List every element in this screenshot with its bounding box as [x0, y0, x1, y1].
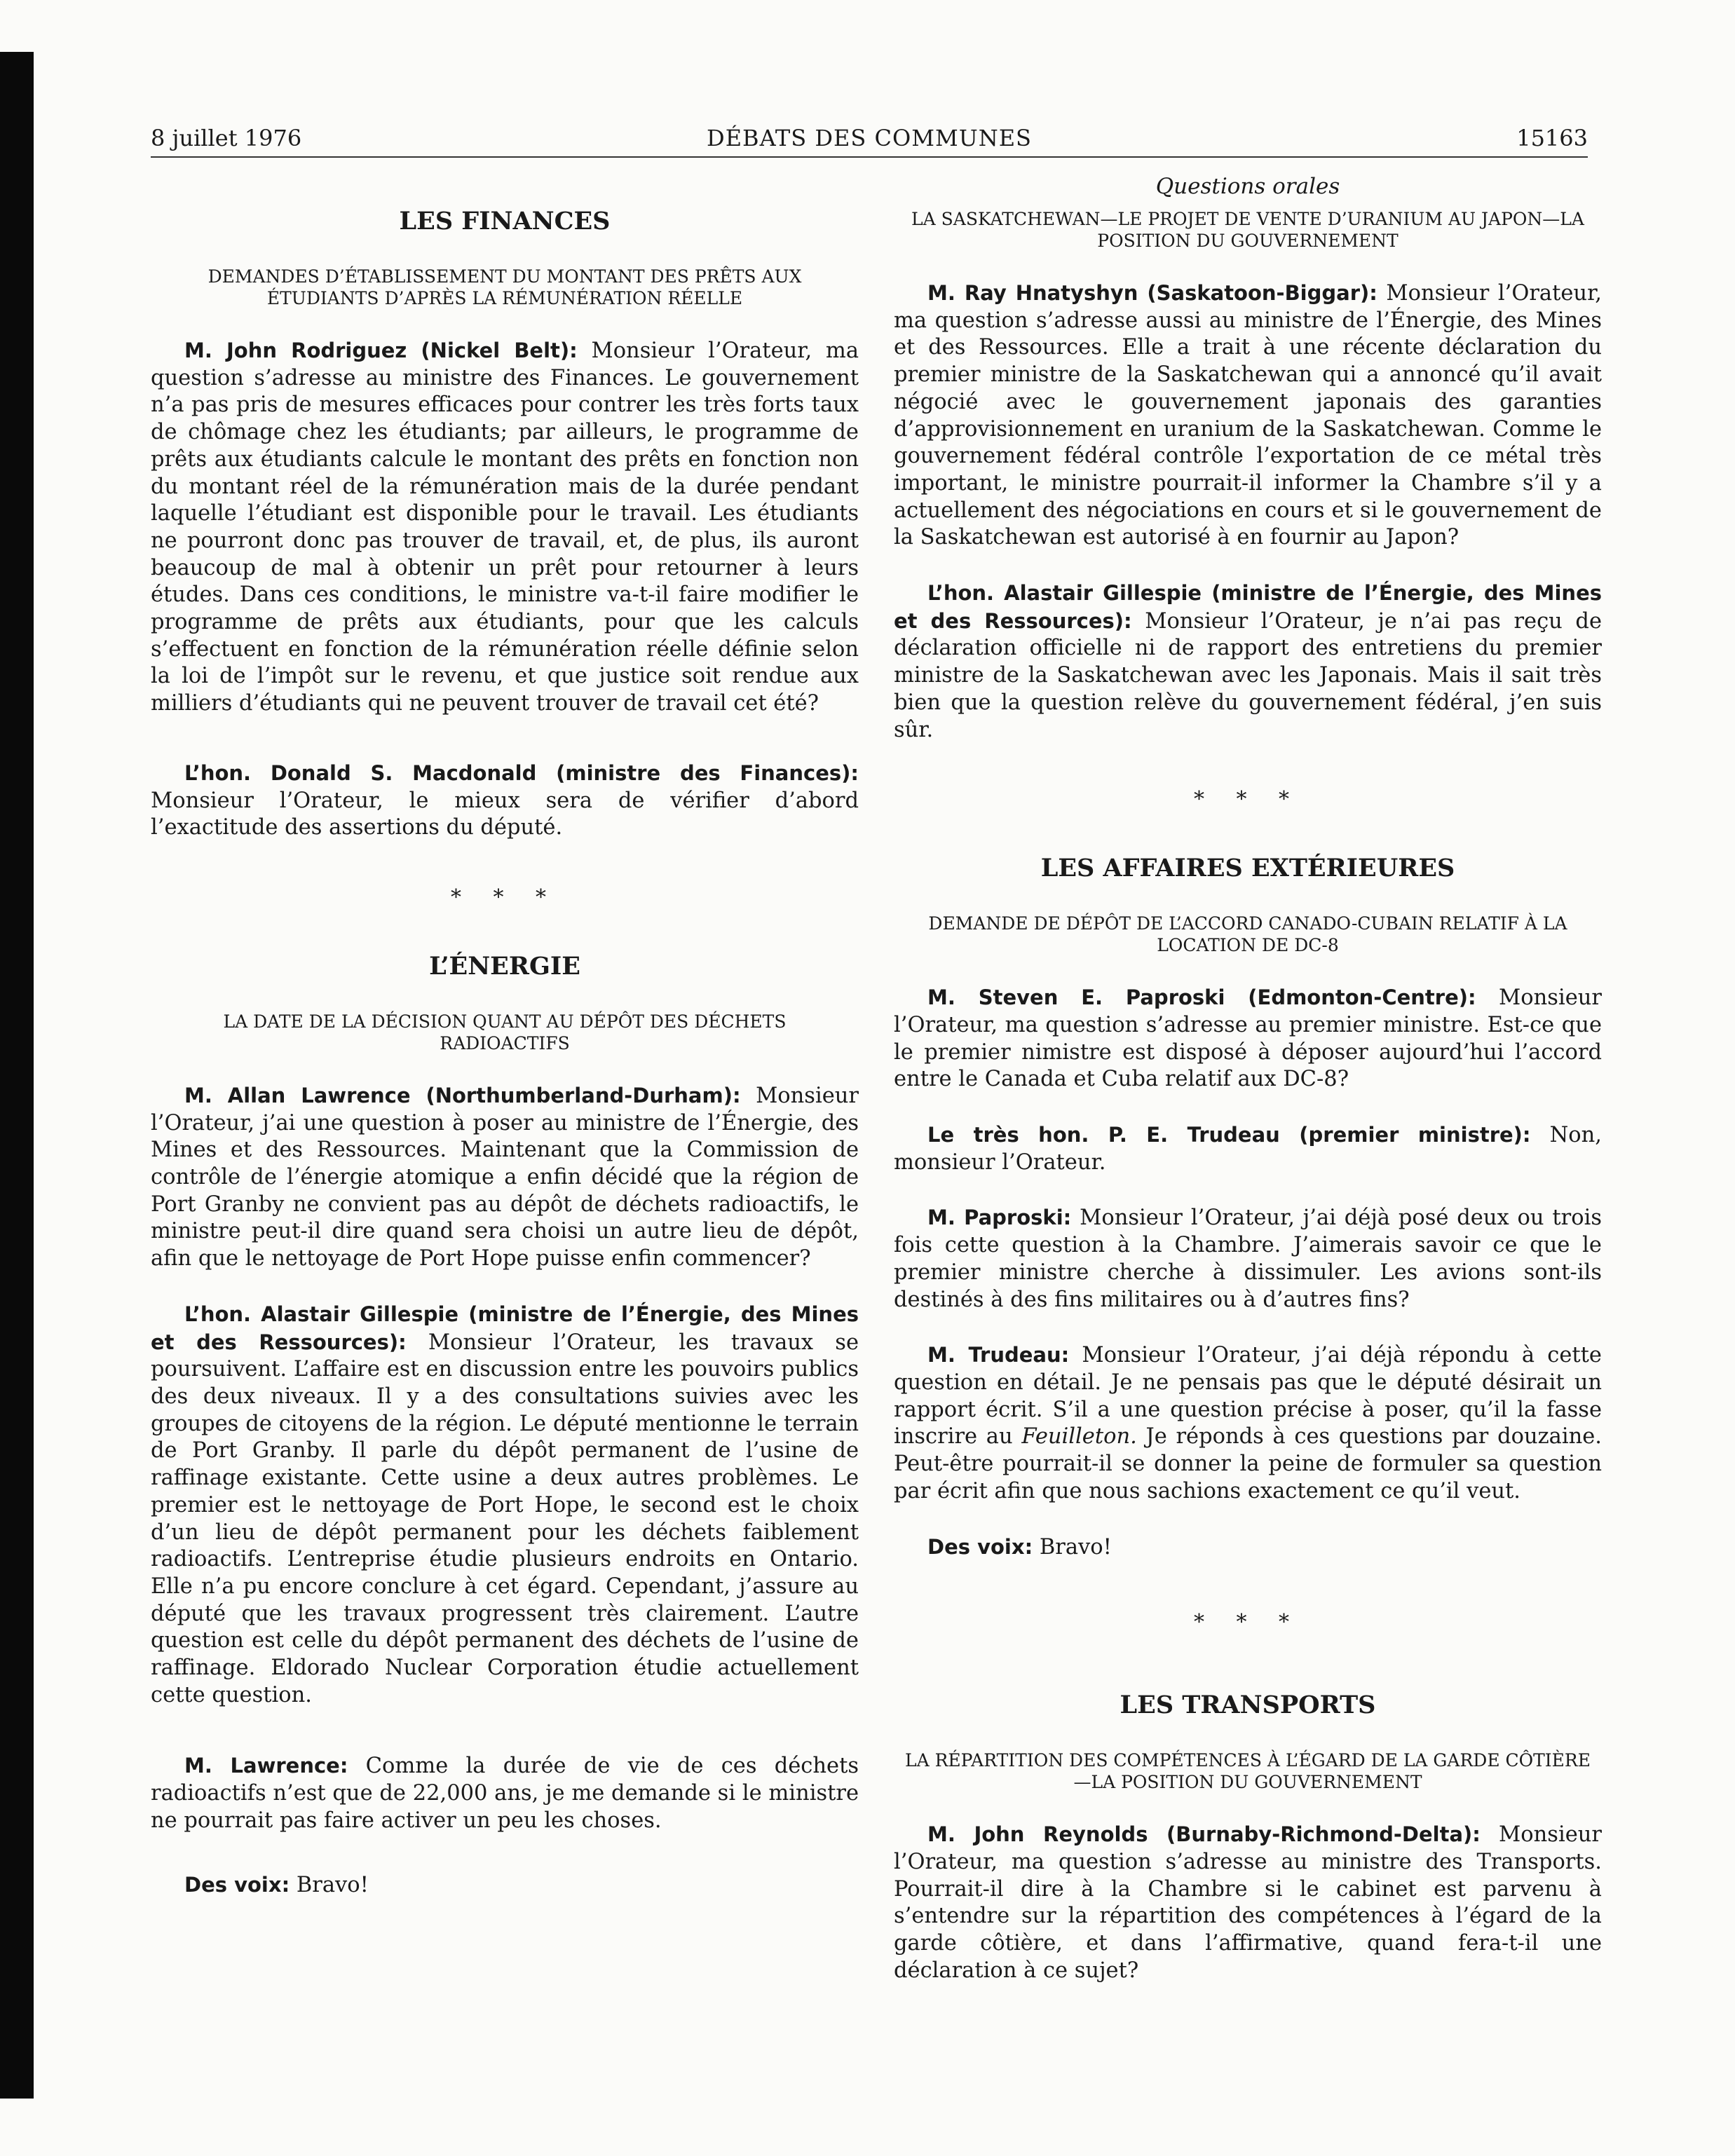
subheading-radioactive-waste: LA DATE DE LA DÉCISION QUANT AU DÉPÔT DES DÉCHETS RADIOACTIFS: [223, 1011, 787, 1053]
speaker-name: M. Trudeau:: [927, 1343, 1070, 1367]
speech-lawrence-reply: [151, 1752, 859, 1834]
speech-text: Monsieur l’Orateur, ma question s’adresse au ministre des Finances. Le gouvernement n’a pas pris de mesures efficaces pour contrer les très forts taux de chômage chez les étudiants; par ailleurs, le programme de prêts aux étudiants calcule le montant des prêts en fonction non du montant réel de la rémunération mais de la durée pendant laquelle l’étudiant est disponible pour le travail. Les étudiants ne pourront donc pas trouver de travail, et, de plus, ils auront beaucoup de mal à obtenir un prêt pour retourner à leurs études. Dans ces conditions, le ministre va-t-il faire modifier le programme de prêts aux étudiants, pour que les calculs s’effectuent en fonction de la rémunération réelle définie selon la loi de l’impôt sur le revenu, et que justice soit rendue aux milliers d’étudiants qui ne peuvent trouver de travail cet été?: [151, 339, 859, 716]
speech-text: Monsieur l’Orateur, ma question s’adresse au ministre des Transports. Pourrait-il dire à la Chambre si le cabinet est parvenu à s’entendre sur la répartition des compétences à l’égard de la garde côtière, et dans l’affirmative, quand fera-t-il une déclaration à ce sujet?: [894, 1822, 1602, 1983]
speech-gillespie: [151, 1301, 859, 1710]
speech-text: Monsieur l’Orateur, je n’ai pas reçu de déclaration officielle ni de rapport des entretiens du premier ministre de la Saskatchewan avec les Japonais. Mais il sait très bien que la question relève du gouvernement fédéral, j’en suis sûr.: [894, 608, 1602, 742]
page-header: [151, 123, 1588, 158]
speaker-name: M. John Reynolds (Burnaby-Richmond-Delta):: [927, 1822, 1481, 1847]
speech-text: Monsieur l’Orateur, le mieux sera de vérifier d’abord l’exactitude des assertions du député.: [151, 788, 859, 840]
section-title-transports: LES TRANSPORTS: [1120, 1691, 1376, 1720]
speaker-name: L’hon. Alastair Gillespie (ministre de l’Énergie, des Mines et des Ressources):: [151, 1302, 859, 1354]
header-date: 8 juillet 1976: [151, 125, 302, 151]
speech-text: Non, monsieur l’Orateur.: [894, 1123, 1602, 1175]
speech-text: Bravo!: [290, 1872, 369, 1897]
speech-reynolds: [894, 1821, 1602, 1984]
section-title-finances: LES FINANCES: [399, 207, 611, 236]
page: [151, 123, 1602, 2071]
subheading-uranium: LA SASKATCHEWAN—LE PROJET DE VENTE D’URANIUM AU JAPON—LA POSITION DU GOUVERNEMENT: [911, 209, 1584, 251]
subheading-coast-guard: LA RÉPARTITION DES COMPÉTENCES À L’ÉGARD DE LA GARDE CÔTIÈRE—LA POSITION DU GOUVERNEMENT: [904, 1750, 1591, 1793]
speech-paproski-followup: [894, 1204, 1602, 1314]
right-column: [894, 174, 1602, 2057]
left-column: [151, 179, 859, 2057]
speech-text: Comme la durée de vie de ces déchets radioactifs n’est que de 22,000 ans, je me demande si le ministre ne pourrait pas faire activer un peu les choses.: [151, 1754, 859, 1833]
speech-hnatyshyn: [894, 280, 1602, 552]
speech-trudeau: [894, 1121, 1602, 1176]
speech-text: Bravo!: [1033, 1534, 1112, 1560]
speech-gillespie-uranium: [894, 580, 1602, 744]
speech-macdonald: [151, 760, 859, 842]
speech-lawrence: [151, 1082, 859, 1273]
speaker-name: Des voix:: [927, 1534, 1033, 1559]
subheading-dc8: DEMANDE DE DÉPÔT DE L’ACCORD CANADO-CUBAIN RELATIF À LA LOCATION DE DC-8: [928, 913, 1567, 956]
speaker-name: M. Paproski:: [927, 1206, 1072, 1230]
speech-rodriguez: [151, 337, 859, 718]
speaker-name: M. Allan Lawrence (Northumberland-Durham):: [184, 1083, 741, 1107]
speaker-name: M. John Rodriguez (Nickel Belt):: [184, 339, 578, 362]
speaker-name: M. Lawrence:: [184, 1754, 348, 1778]
running-head: Questions orales: [1155, 174, 1340, 199]
speaker-name: L’hon. Donald S. Macdonald (ministre des Finances):: [184, 760, 859, 785]
speech-text: Je réponds à ces questions par douzaine. Peut-être pourrait-il se donner la peine de formuler sa question par écrit afin que nous sachions exactement ce qu’il veut.: [894, 1424, 1602, 1503]
speech-text: Monsieur l’Orateur, ma question s’adresse aussi au ministre de l’Énergie, des Mines et des Ressources. Elle a trait à une récente déclaration du premier ministre de la Saskatchewan qui a annoncé qu’il avait négocié avec le gouvernement japonais des garanties d’approvisionnement en uranium de la Saskatchewan. Comme le gouvernement fédéral contrôle l’exportation de ce métal très important, le ministre pourrait-il informer la Chambre s’il y a actuellement des négociations en cours et si le gouvernement de la Saskatchewan est autorisé à en fournir au Japon?: [894, 281, 1602, 550]
header-page-number: 15163: [1516, 125, 1588, 151]
scan-edge-bar: [0, 52, 34, 2099]
speech-text: Monsieur l’Orateur, les travaux se poursuivent. L’affaire est en discussion entre les pouvoirs publics des deux niveaux. Il y a des consultations suivies avec les groupes de citoyens de la région. Le député mentionne le terrain de Port Granby. Il parle du dépôt permanent de l’usine de raffinage existante. Cette usine a deux autres problèmes. Le premier est le nettoyage de Port Hope, le second est le choix d’un lieu de dépôt permanent pour les déchets faiblement radioactifs. L’entreprise étudie plusieurs endroits en Ontario. Elle n’a pu encore conclure à cet égard. Cependant, j’assure au député que les travaux progressent très clairement. L’autre question est celle du dépôt permanent des déchets de l’usine de raffinage. Eldorado Nuclear Corporation étudie actuellement cette question.: [151, 1330, 859, 1707]
interjection-bravo: [151, 1871, 859, 1899]
speech-text: Monsieur l’Orateur, ma question s’adresse au premier ministre. Est-ce que le premier nimistre est disposé à déposer aujourd’hui l’accord entre le Canada et Cuba relatif aux DC-8?: [894, 985, 1602, 1092]
speaker-name: Des voix:: [184, 1872, 290, 1897]
header-title: DÉBATS DES COMMUNES: [707, 125, 1032, 151]
section-separator: * * *: [1193, 787, 1302, 812]
speech-text: Monsieur l’Orateur, j’ai déjà posé deux ou trois fois cette question à la Chambre. J’aimerais savoir ce que le premier ministre cherche à dissimuler. Les avions sont-ils destinés à des fins militaires ou à d’autres fins?: [894, 1206, 1602, 1312]
speaker-name: Le très hon. P. E. Trudeau (premier ministre):: [927, 1123, 1531, 1147]
speech-text: Monsieur l’Orateur, j’ai déjà répondu à cette question en détail. Je ne pensais pas que le député désirait un rapport écrit. S’il a une question précise à poser, qu’il la fasse inscrire au: [894, 1343, 1602, 1449]
section-separator: * * *: [450, 885, 559, 910]
feuilleton-italic: Feuilleton.: [1021, 1424, 1137, 1449]
interjection-bravo: [894, 1534, 1602, 1562]
speaker-name: M. Ray Hnatyshyn (Saskatoon-Biggar):: [927, 281, 1377, 305]
section-title-affaires-exterieures: LES AFFAIRES EXTÉRIEURES: [1040, 854, 1455, 883]
speech-trudeau-reply: [894, 1342, 1602, 1505]
speaker-name: M. Steven E. Paproski (Edmonton-Centre):: [927, 985, 1476, 1010]
speaker-name: L’hon. Alastair Gillespie (ministre de l’Énergie, des Mines et des Ressources):: [894, 581, 1602, 633]
section-separator: * * *: [1193, 1610, 1302, 1635]
section-title-energie: L’ÉNERGIE: [429, 951, 580, 981]
speech-text: Monsieur l’Orateur, j’ai une question à poser au ministre de l’Énergie, des Mines et des Ressources. Maintenant que la Commission de contrôle de l’énergie atomique a enfin décidé que la région de Port Granby ne convient pas au dépôt de déchets radioactifs, le ministre peut-il dire quand sera choisi un autre lieu de dépôt, afin que le nettoyage de Port Hope puisse enfin commencer?: [151, 1083, 859, 1271]
speech-paproski: [894, 984, 1602, 1093]
subheading-student-loans: DEMANDES D’ÉTABLISSEMENT DU MONTANT DES PRÊTS AUX ÉTUDIANTS D’APRÈS LA RÉMUNÉRATION RÉELLE: [207, 266, 802, 308]
